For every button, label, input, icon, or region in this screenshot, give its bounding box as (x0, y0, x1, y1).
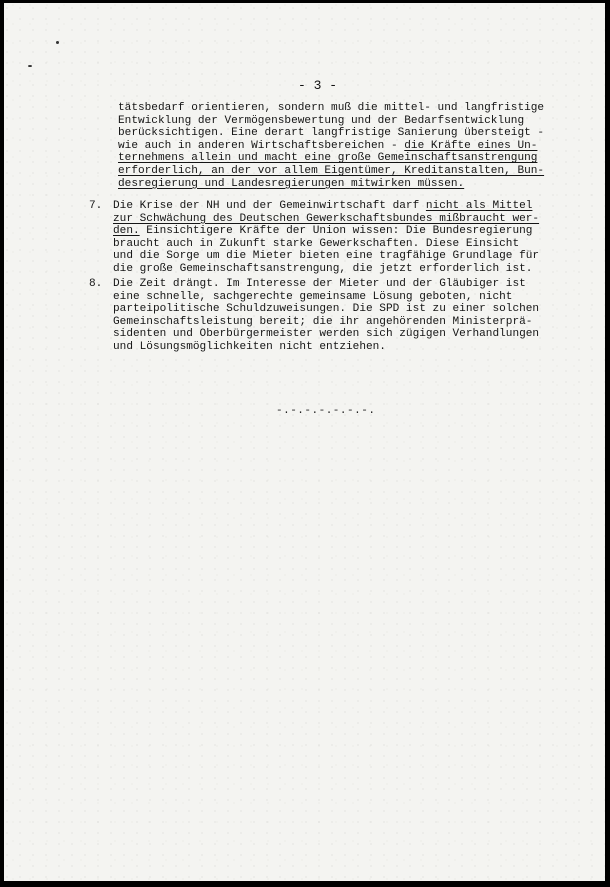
text-line: tätsbedarf orientieren, sondern muß die mittel- und langfristige (118, 102, 545, 114)
point-7-text (113, 200, 539, 276)
text-line: Die Zeit drängt. Im Interesse der Mieter und der Gläubiger ist (113, 278, 526, 290)
point-8-text (113, 278, 539, 354)
point-8 (89, 278, 540, 353)
underlined-text: ternehmens allein und macht eine große Gemeinschaftsanstrengung (118, 152, 538, 165)
text-line: berücksichtigen. Eine derart langfristige Sanierung übersteigt - (118, 127, 545, 140)
text-line: wie auch in anderen Wirtschaftsbereichen - (118, 139, 405, 152)
text-line: Einsichtigere Kräfte der Union wissen: Die Bundesregierung (139, 225, 533, 238)
underlined-text: die Kräfte eines Un- (404, 139, 538, 152)
text-line: Gemeinschaftsleistung bereit; die ihr angehörenden Ministerprä- (113, 315, 533, 328)
text-line: parteipolitische Schuldzuweisungen. Die SPD ist zu einer solchen (113, 303, 540, 316)
text-line: eine schnelle, sachgerechte gemeinsame Lösung geboten, nicht (113, 290, 513, 303)
underlined-text: den. (113, 225, 140, 238)
page-number: - 3 - (298, 78, 338, 93)
point-7 (89, 200, 540, 275)
document-page (4, 3, 605, 881)
underlined-text: erforderlich, an der vor allem Eigentümer, Kreditanstalten, Bun- (118, 164, 545, 177)
text-line: sidenten und Oberbürgermeister werden sich zügigen Verhandlungen (113, 328, 540, 341)
text-line: Die Krise der NH und der Gemeinwirtschaft darf (113, 200, 426, 212)
intro-paragraph (118, 102, 544, 190)
text-line: braucht auch in Zukunft starke Gewerkschaften. Diese Einsicht (113, 237, 520, 250)
text-line: Entwicklung der Vermögensbewertung und der Bedarfsentwicklung (118, 114, 525, 127)
text-line: und die Sorge um die Mieter bieten eine tragfähige Grundlage für (113, 250, 540, 263)
text-line: und Lösungsmöglichkeiten nicht entziehen. (113, 340, 386, 353)
scan-speck (28, 65, 32, 67)
underlined-text: desregierung und Landesregierungen mitwirken müssen. (118, 177, 465, 190)
underlined-text: zur Schwächung des Deutschen Gewerkschaftsbundes mißbraucht wer- (113, 212, 540, 225)
text-line: die große Gemeinschaftsanstrengung, die jetzt erforderlich ist. (113, 262, 533, 275)
underlined-text: nicht als Mittel (425, 200, 533, 212)
scan-speck (56, 41, 59, 44)
point-number: 7. (89, 200, 103, 212)
point-number: 8. (89, 278, 103, 290)
separator-line: -.-.-.-.-.-.-. (276, 405, 376, 417)
